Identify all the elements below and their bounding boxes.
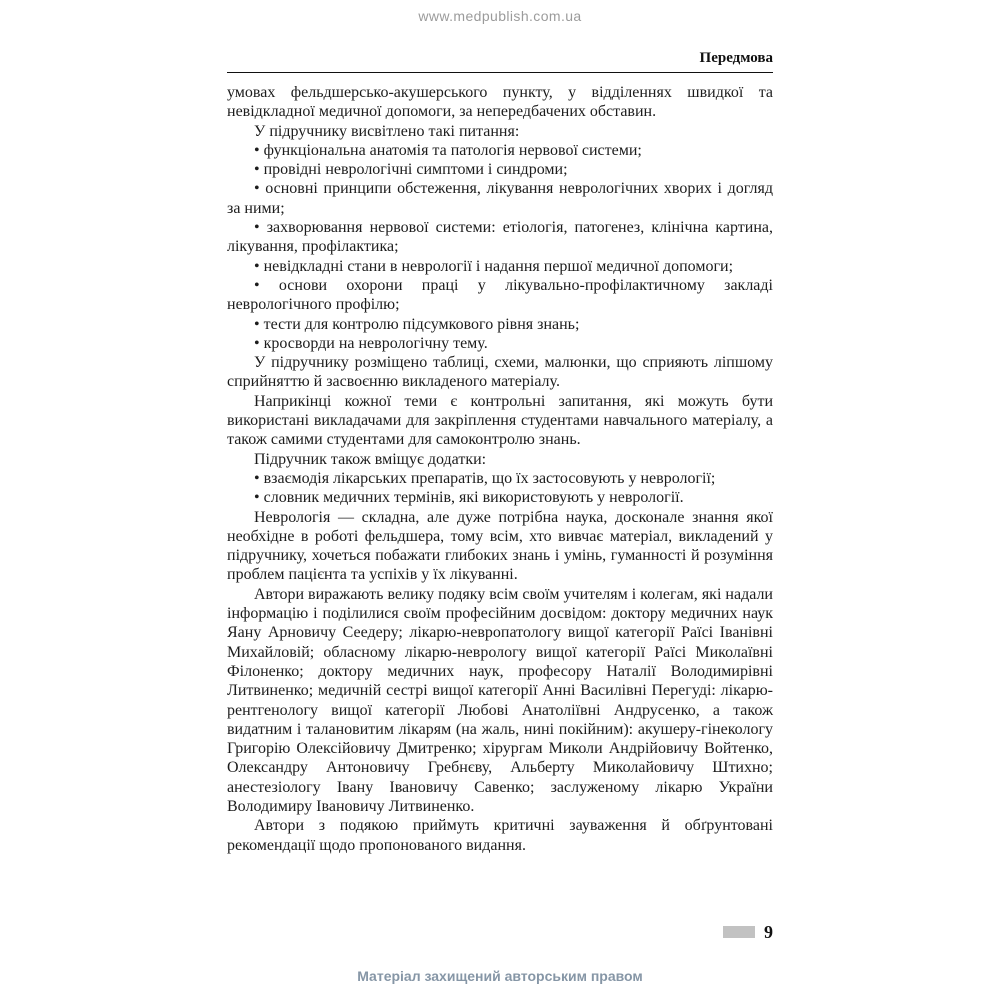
page-number-row bbox=[227, 922, 773, 942]
page-number: 9 bbox=[764, 922, 773, 942]
paragraph: У підручнику висвітлено такі питання: bbox=[254, 122, 520, 140]
preface-header bbox=[227, 50, 773, 73]
section-title: Передмова bbox=[699, 50, 773, 66]
bullet-paragraph: • основи охорони праці у лікувально-профілактичному закладі неврологічного профілю; bbox=[227, 276, 773, 314]
bullet-paragraph: • невідкладні стани в неврології і надання першої медичної допомоги; bbox=[254, 257, 734, 275]
bullet-paragraph: • тести для контролю підсумкового рівня знань; bbox=[254, 315, 580, 333]
site-url: www.medpublish.com.ua bbox=[418, 8, 582, 24]
paragraph: Неврологія — складна, але дуже потрібна наука, досконале знання якої необхідне в роботі фельдшера, тому всім, хто вивчає матеріал, викладений у підручнику, хочеться побажати глибоких знань і умінь, гуманності й розуміння проблем пацієнта та успіхів у їх лікуванні. bbox=[227, 508, 773, 584]
bullet-paragraph: • провідні неврологічні симптоми і синдроми; bbox=[254, 161, 568, 179]
bullet-paragraph: • функціональна анатомія та патологія нервової системи; bbox=[254, 141, 642, 159]
paragraph: У підручнику розміщено таблиці, схеми, малюнки, що сприяють ліпшому сприйняттю й засвоєнню викладеного матеріалу. bbox=[227, 354, 773, 391]
bullet-paragraph: • взаємодія лікарських препаратів, що їх застосовують у неврології; bbox=[254, 469, 716, 487]
page-number-bar bbox=[723, 926, 755, 938]
body-text bbox=[227, 83, 773, 855]
bullet-paragraph: • кросворди на неврологічну тему. bbox=[254, 334, 488, 352]
bullet-paragraph: • основні принципи обстеження, лікування неврологічних хворих і догляд за ними; bbox=[227, 180, 773, 217]
copyright-notice: Матеріал захищений авторським правом bbox=[357, 968, 643, 984]
bullet-paragraph: • словник медичних термінів, які використовують у неврології. bbox=[254, 489, 684, 507]
bullet-paragraph: • захворювання нервової системи: етіологія, патогенез, клінічна картина, лікування, профілактика; bbox=[227, 219, 773, 256]
paragraph: Підручник також вміщує додатки: bbox=[254, 450, 487, 468]
paragraph: умовах фельдшерсько-акушерського пункту, у відділеннях швидкої та невідкладної медичної допомоги, за непередбачених обставин. bbox=[227, 84, 773, 121]
paragraph: Автори виражають велику подяку всім своїм учителям і колегам, які надали інформацію і поділилися своїм професійним досвідом: доктору медичних наук Яану Арновичу Сеедеру; лікарю-невропатологу вищої категорії Раїсі Іванівні Михайловій; обласному лікарю-неврологу вищої категорії Раїсі Миколаївні Філоненко; доктору медичних наук, професору Наталії Володимирівні Литвиненко; медичній сестрі вищої категорії Анні Василівні Перегуді: лікарю-рентгенологу вищої категорії Любові Анатоліївні Андрусенко, а також видатним і талановитим лікарям (на жаль, нині покійним): акушеру-гінекологу Григорію Олексійовичу Дмитренко; хірургам Миколи Андрійовичу Войтенко, Олександру Антоновичу Гребнєву, Альберту Миколайовичу Штихно; анестезіологу Івану Івановичу Савенко; заслуженому лікарю України Володимиру Івановичу Литвиненко. bbox=[227, 585, 773, 815]
paragraph: Автори з подякою приймуть критичні зауваження й обґрунтовані рекомендації щодо пропонованого видання. bbox=[227, 817, 773, 854]
paragraph: Наприкінці кожної теми є контрольні запитання, які можуть бути використані викладачами для закріплення студентами навчального матеріалу, а також самими студентами для самоконтролю знань. bbox=[227, 392, 773, 449]
